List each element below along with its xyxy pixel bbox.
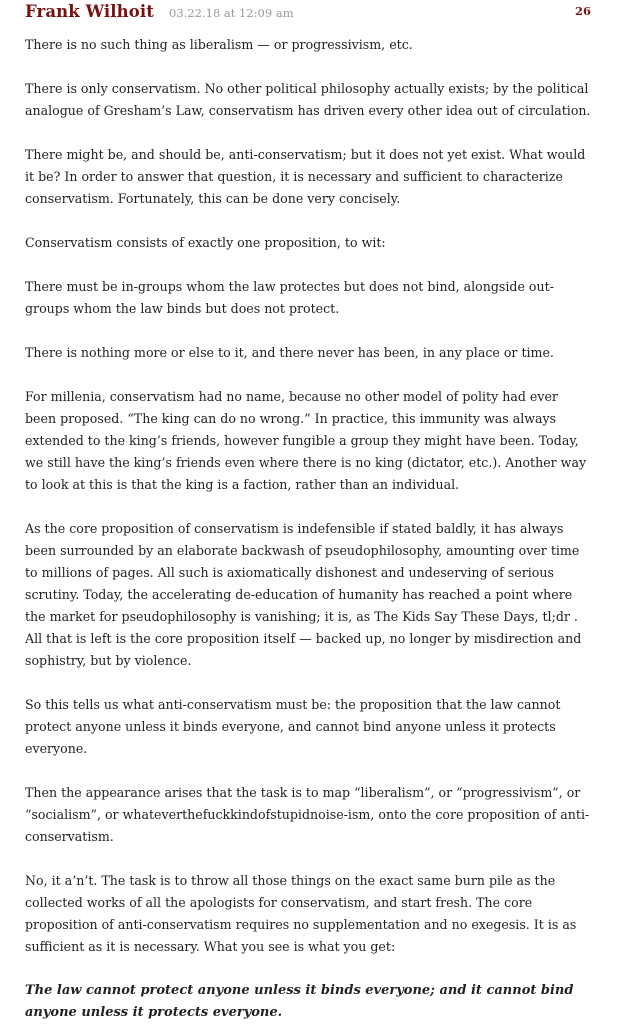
- closing-statement: The law cannot protect anyone unless it binds everyone; and it cannot bind anyone unless it protects everyone.: [25, 983, 574, 1020]
- comment-paragraph: As the core proposition of conservatism is indefensible if stated baldly, it has always been surrounded by an elaborate backwash of pseudophilosophy, amounting over time to millions of pages. All such is axiomatically dishonest and undeserving of serious scrutiny. Today, the accelerating de-education of humanity has reached a point where the market for pseudophilosophy is vanishing; it is, as The Kids Say These Days, tl;dr . All that is left is the core proposition itself — backed up, no longer by misdirection and sophistry, but by violence.: [25, 521, 582, 668]
- comment-paragraph: There must be in-groups whom the law protectes but does not bind, alongside out-groups whom the law binds but does not protect.: [25, 279, 554, 316]
- comment-timestamp-link[interactable]: 03.22.18 at 12:09 am: [169, 6, 294, 20]
- comment-body: [25, 34, 591, 1024]
- author-link[interactable]: Frank Wilhoit: [25, 2, 154, 21]
- comment-number-link[interactable]: 26: [574, 4, 591, 18]
- comment-paragraph: Conservatism consists of exactly one proposition, to wit:: [25, 235, 386, 250]
- comment-header: [25, 0, 591, 28]
- comment-paragraph: Then the appearance arises that the task is to map “liberalism”, or “progressivism”, or “socialism”, or whateverthefuckkindofstupidnoise-ism, onto the core proposition of anti-conservatism.: [25, 785, 590, 844]
- comment-paragraph: There is nothing more or else to it, and there never has been, in any place or time.: [25, 345, 554, 360]
- comment-paragraph: For millenia, conservatism had no name, because no other model of polity had ever been proposed. “The king can do no wrong.” In practice, this immunity was always extended to the king’s friends, however fungible a group they might have been. Today, we still have the king’s friends even where there is no king (dictator, etc.). Another way to look at this is that the king is a faction, rather than an individual.: [25, 389, 587, 492]
- comment-paragraph: There is only conservatism. No other political philosophy actually exists; by the political analogue of Gresham’s Law, conservatism has driven every other idea out of circulation.: [25, 81, 591, 118]
- comment-paragraph: There might be, and should be, anti-conservatism; but it does not yet exist. What would it be? In order to answer that question, it is necessary and sufficient to characterize conservatism. Fortunately, this can be done very concisely.: [25, 147, 586, 206]
- comment-paragraph: So this tells us what anti-conservatism must be: the proposition that the law cannot protect anyone unless it binds everyone, and cannot bind anyone unless it protects everyone.: [25, 697, 561, 756]
- comment-paragraph: No, it a’n’t. The task is to throw all those things on the exact same burn pile as the collected works of all the apologists for conservatism, and start fresh. The core proposition of anti-conservatism requires no supplementation and no exegesis. It is as sufficient as it is necessary. What you see is what you get:: [25, 873, 577, 954]
- comment-paragraph: There is no such thing as liberalism — or progressivism, etc.: [25, 37, 413, 52]
